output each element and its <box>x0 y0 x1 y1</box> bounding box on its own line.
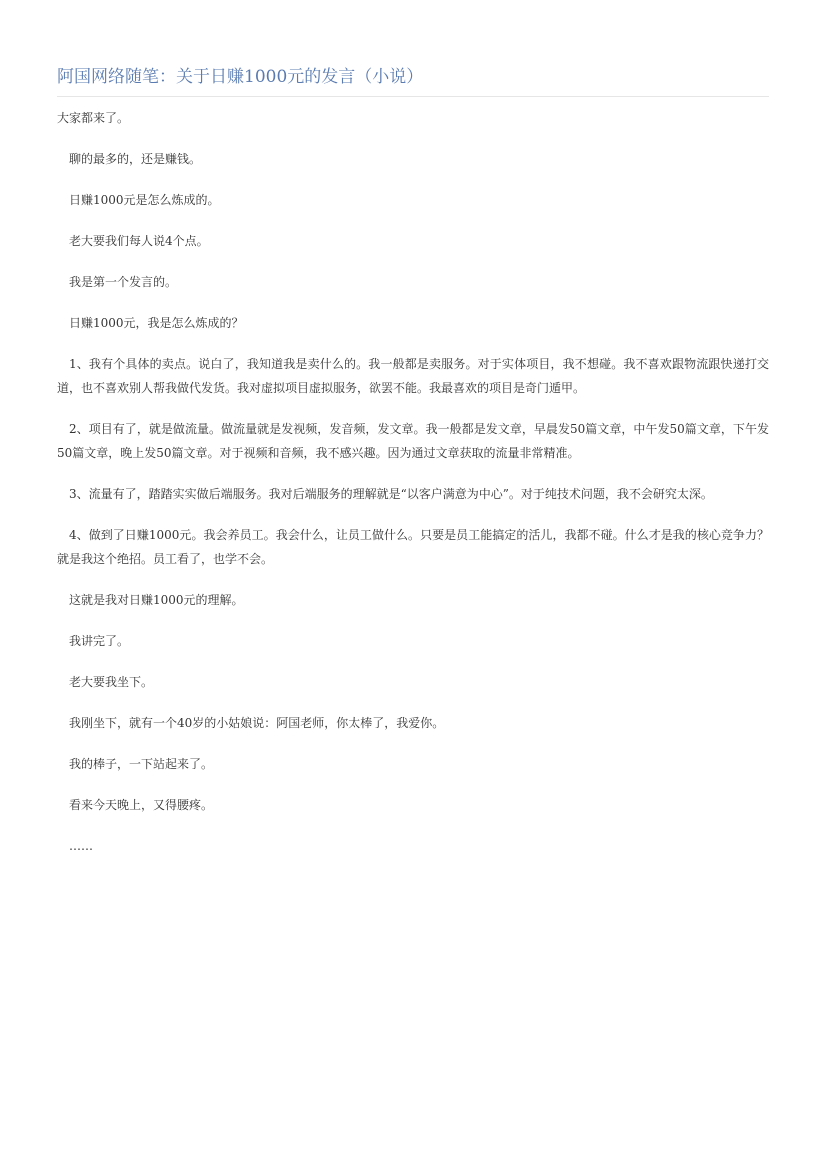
article-paragraph: 2、项目有了，就是做流量。做流量就是发视频，发音频，发文章。我一般都是发文章，早晨发50篇文章，中午发50篇文章，下午发50篇文章，晚上发50篇文章。对于视频和音频，我不感兴趣。因为通过文章获取的流量非常精准。 <box>57 422 769 460</box>
article-paragraph: 4、做到了日赚1000元。我会养员工。我会什么，让员工做什么。只要是员工能搞定的活儿，我都不碰。什么才是我的核心竞争力？就是我这个绝招。员工看了，也学不会。 <box>57 528 769 566</box>
article-body <box>57 97 769 858</box>
article-paragraph: 日赚1000元，我是怎么炼成的？ <box>69 316 244 330</box>
article-paragraph: 这就是我对日赚1000元的理解。 <box>69 593 244 607</box>
article-title: 阿国网络随笔：关于日赚1000元的发言（小说） <box>57 67 424 87</box>
article-paragraph: 我是第一个发言的。 <box>69 275 178 289</box>
article-paragraph: 我讲完了。 <box>69 634 130 648</box>
article-paragraph: 看来今天晚上，又得腰疼。 <box>69 798 214 812</box>
article-paragraph: 聊的最多的，还是赚钱。 <box>69 152 202 166</box>
article-paragraph: 日赚1000元是怎么炼成的。 <box>69 193 220 207</box>
article-paragraph: 老大要我们每人说4个点。 <box>69 234 209 248</box>
article-paragraph: 老大要我坐下。 <box>69 675 154 689</box>
article-paragraph: 大家都来了。 <box>57 111 130 125</box>
article-paragraph: 3、流量有了，踏踏实实做后端服务。我对后端服务的理解就是“以客户满意为中心”。对于纯技术问题，我不会研究太深。 <box>69 487 713 501</box>
article <box>57 0 769 875</box>
article-paragraph: …… <box>69 839 93 853</box>
article-paragraph: 1、我有个具体的卖点。说白了，我知道我是卖什么的。我一般都是卖服务。对于实体项目，我不想碰。我不喜欢跟物流跟快递打交道，也不喜欢别人帮我做代发货。我对虚拟项目虚拟服务，欲罢不能。我最喜欢的项目是奇门遁甲。 <box>57 357 769 395</box>
article-paragraph: 我刚坐下，就有一个40岁的小姑娘说：阿国老师，你太棒了，我爱你。 <box>69 716 445 730</box>
article-paragraph: 我的棒子，一下站起来了。 <box>69 757 214 771</box>
